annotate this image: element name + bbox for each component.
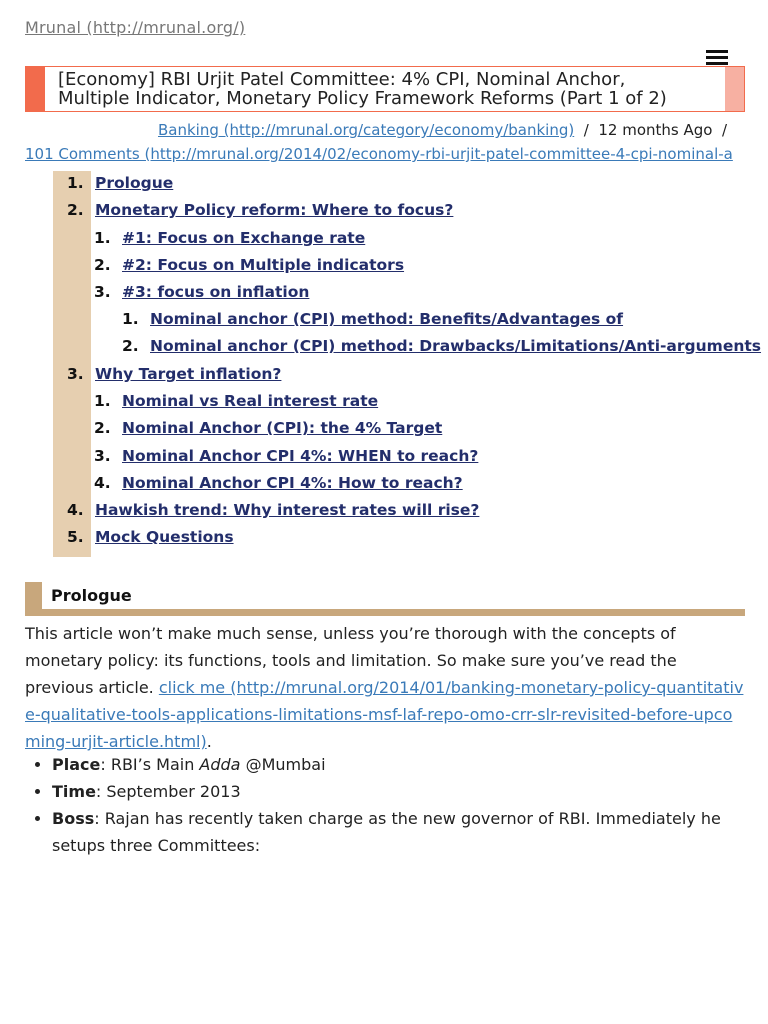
meta-separator: / (722, 121, 728, 139)
category-link[interactable]: Banking (http://mrunal.org/category/economy/banking) (158, 121, 575, 139)
list-item: • Time: September 2013 (52, 778, 747, 805)
toc-item[interactable]: 1. Prologue (67, 174, 174, 192)
toc-item[interactable]: 2. Nominal Anchor (CPI): the 4% Target (94, 419, 443, 437)
section-heading: Prologue (51, 586, 132, 605)
toc-item[interactable]: 4. Hawkish trend: Why interest rates will rise? (67, 501, 480, 519)
title-line-1: [Economy] RBI Urjit Patel Committee: 4% CPI, Nominal Anchor, (58, 69, 626, 90)
title-accent-left (26, 67, 45, 111)
table-of-contents (53, 171, 762, 557)
page-title (58, 70, 708, 108)
previous-article-link[interactable]: click me (http://mrunal.org/2014/01/banking-monetary-policy-quantitative-qualitative-tools-applications-limitations-msf-laf-repo-omo-crr-slr-revisited-before-upcoming-urjit-article.html) (25, 678, 744, 751)
meta-separator: / (583, 121, 589, 139)
toc-item[interactable]: 5. Mock Questions (67, 528, 234, 546)
toc-item[interactable]: 1. #1: Focus on Exchange rate (94, 229, 366, 247)
article-title-box (25, 66, 745, 112)
list-item: • Place: RBI’s Main Adda @Mumbai (52, 751, 747, 778)
toc-item[interactable]: 2. Nominal anchor (CPI) method: Drawbacks/Limitations/Anti-arguments (122, 337, 762, 355)
list-item: • Boss: Rajan has recently taken charge as the new governor of RBI. Immediately he setups three Committees: (52, 805, 747, 859)
comments-meta (25, 145, 751, 163)
site-home-link[interactable]: Mrunal (http://mrunal.org/) (25, 18, 246, 37)
comments-link[interactable]: 101 Comments (http://mrunal.org/2014/02/economy-rbi-urjit-patel-committee-4-cpi-nominal-a (25, 145, 733, 163)
toc-item[interactable]: 1. Nominal anchor (CPI) method: Benefits/Advantages of (122, 310, 624, 328)
toc-item[interactable]: 4. Nominal Anchor CPI 4%: How to reach? (94, 474, 463, 492)
facts-list (25, 751, 747, 859)
title-line-2: Multiple Indicator, Monetary Policy Framework Reforms (Part 1 of 2) (58, 88, 667, 109)
article-meta (158, 121, 727, 139)
toc-item[interactable]: 3. Nominal Anchor CPI 4%: WHEN to reach? (94, 447, 479, 465)
toc-item[interactable]: 2. Monetary Policy reform: Where to focus? (67, 201, 454, 219)
prologue-section-header (25, 582, 745, 616)
section-header-rule (25, 609, 745, 616)
toc-item[interactable]: 2. #2: Focus on Multiple indicators (94, 256, 405, 274)
section-header-accent (25, 582, 42, 610)
post-time: 12 months Ago (598, 121, 713, 139)
toc-item[interactable]: 3. #3: focus on inflation (94, 283, 310, 301)
toc-background (53, 171, 91, 557)
title-accent-right (725, 67, 744, 111)
prologue-paragraph: This article won’t make much sense, unless you’re thorough with the concepts of monetary policy: its functions, tools and limitation. So make sure you’ve read the previous article. click me (http://mrunal.org/2014/01/banking-monetary-policy-quantitative-qualitative-tools-applications-limitations-msf-laf-repo-omo-crr-slr-revisited-before-upcoming-urjit-article.html). (25, 624, 744, 751)
toc-item[interactable]: 3. Why Target inflation? (67, 365, 282, 383)
toc-item[interactable]: 1. Nominal vs Real interest rate (94, 392, 379, 410)
